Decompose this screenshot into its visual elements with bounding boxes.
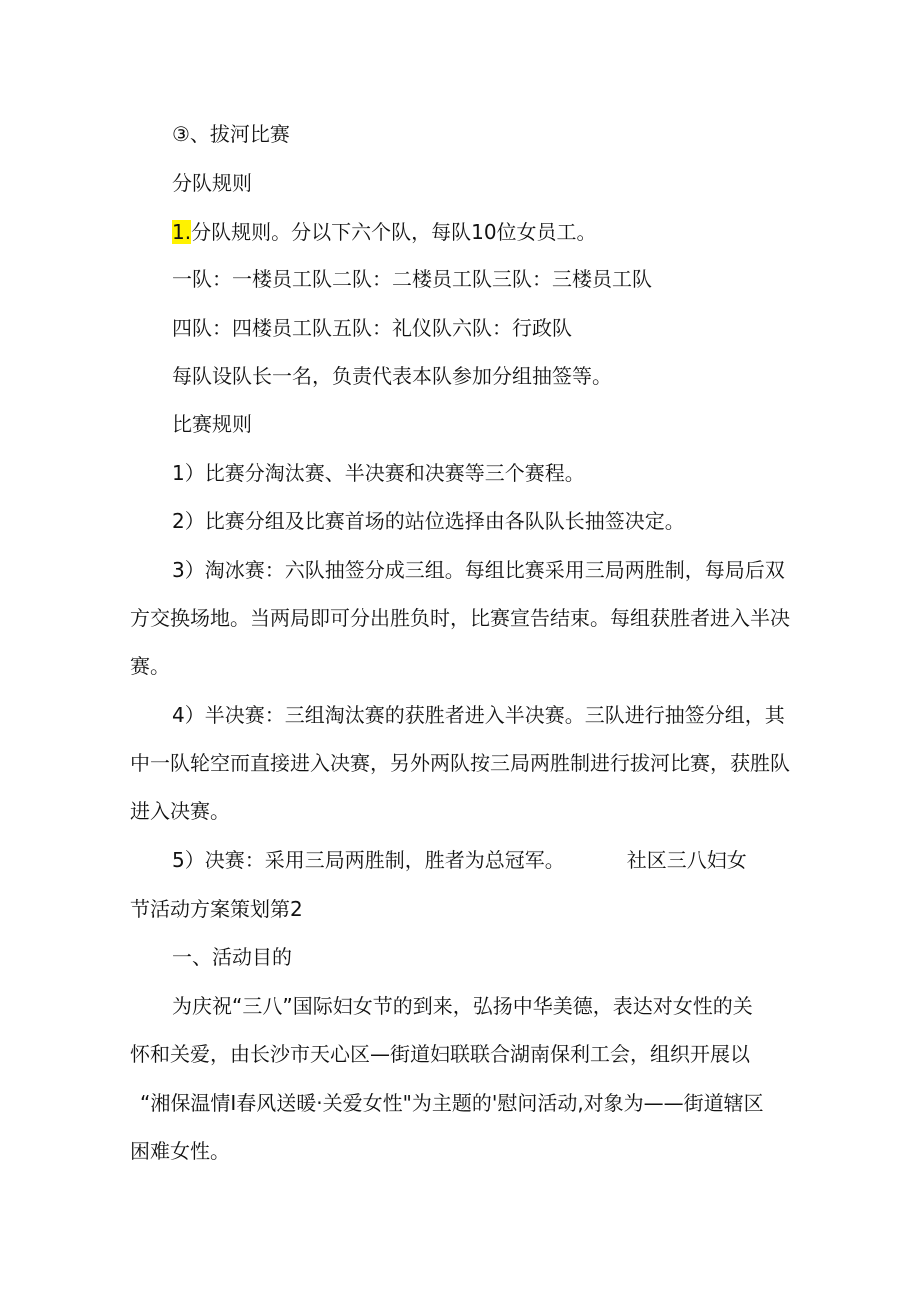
rule-4-line-2: 中一队轮空而直接进入决赛，另外两队按三局两胜制进行拔河比赛，获胜队 — [130, 751, 790, 775]
purpose-para-line-4: 困难女性。 — [130, 1139, 230, 1163]
rule-4-line-3: 进入决赛。 — [130, 799, 230, 823]
captain-line: 每队设队长一名，负责代表本队参加分组抽签等。 — [172, 364, 612, 388]
rule-5: 5）决赛：采用三局两胜制，胜者为总冠军。 — [172, 848, 565, 872]
next-title-part-2: 节活动方案策划第2 — [130, 897, 303, 921]
section-heading-tug-of-war: ③、拔河比赛 — [172, 122, 290, 146]
section-heading-activity-purpose: 一、活动目的 — [172, 945, 292, 969]
rule-5-line — [172, 846, 747, 874]
purpose-para-line-2: 怀和关爱，由长沙市天心区—街道妇联联合湖南保利工会，组织开展以 — [130, 1042, 750, 1066]
item-1 — [172, 218, 597, 246]
rule-3-line-1: 3）淘冰赛：六队抽签分成三组。每组比赛采用三局两胜制，每局后双 — [172, 558, 785, 582]
rule-2: 2）比赛分组及比赛首场的站位选择由各队队长抽签决定。 — [172, 509, 685, 533]
rule-4-line-1: 4）半决赛：三组淘汰赛的获胜者进入半决赛。三队进行抽签分组，其 — [172, 703, 785, 727]
highlighted-item-number: 1. — [172, 220, 192, 244]
purpose-para-line-1: 为庆祝“三八”国际妇女节的到来，弘扬中华美德，表达对女性的关 — [172, 994, 753, 1018]
rule-1: 1）比赛分淘汰赛、半决赛和决赛等三个赛程。 — [172, 461, 585, 485]
match-rules-title: 比赛规则 — [172, 412, 252, 436]
team-rules-title: 分队规则 — [172, 171, 252, 195]
rule-3-line-2: 方交换场地。当两局即可分出胜负时，比赛宣告结束。每组获胜者进入半决 — [130, 606, 790, 630]
teams-line-1: 一队：一楼员工队二队：二楼员工队三队：三楼员工队 — [172, 267, 652, 291]
purpose-para-line-3: “湘保温情I春风送暖·关爱女性"为主题的'慰问活动,对象为——街道辖区 — [140, 1091, 764, 1115]
rule-3-line-3: 赛。 — [130, 654, 170, 678]
teams-line-2: 四队：四楼员工队五队：礼仪队六队：行政队 — [172, 316, 572, 340]
item-1-text: 分队规则。分以下六个队，每队10位女员工。 — [191, 220, 597, 244]
next-title-part-1: 社区三八妇女 — [626, 848, 747, 872]
